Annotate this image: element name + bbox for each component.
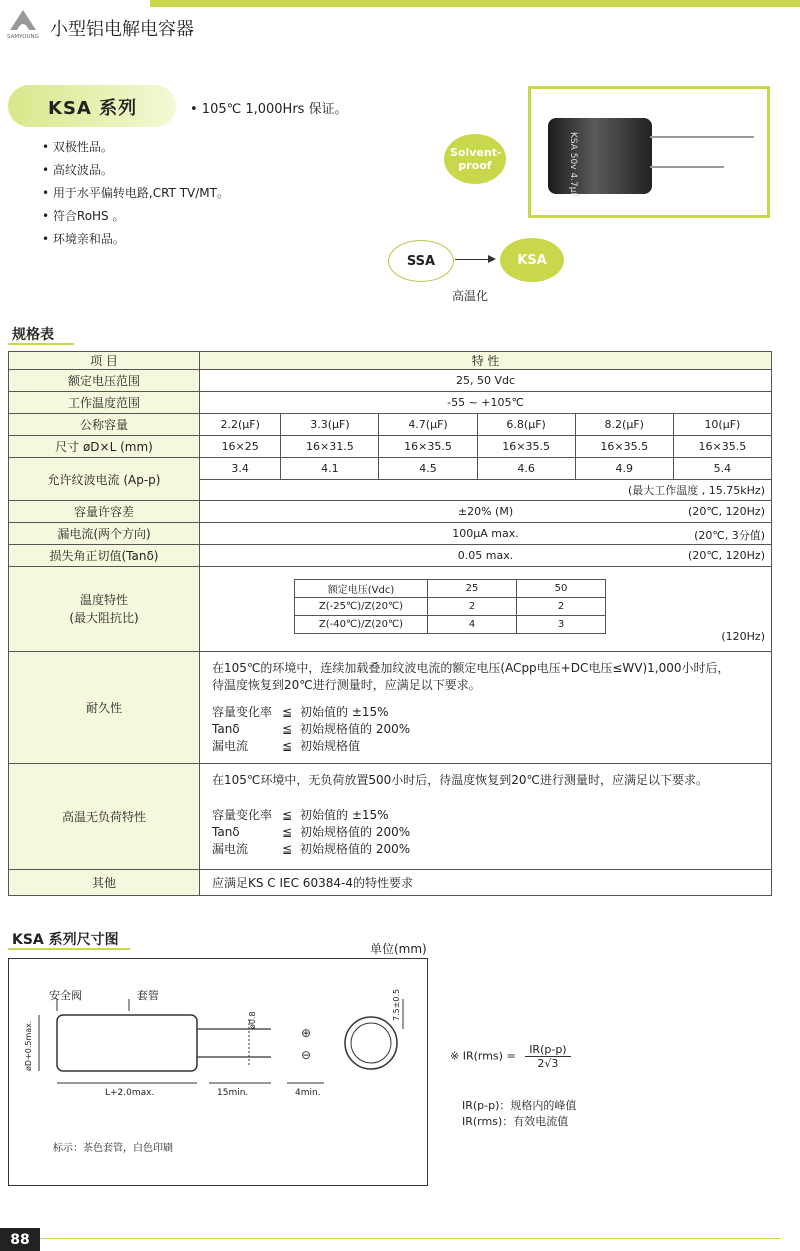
capacitor-image [548, 118, 652, 194]
feature-item: • 高纹波品。 [42, 163, 113, 177]
category-title: 小型铝电解电容器 [50, 19, 194, 40]
endurance-text: 在105℃的环境中，连续加载叠加纹波电流的额定电压(ACpp电压+DC电压≤WV)1,000小时后， [212, 661, 730, 675]
dimension-title-underline [8, 948, 130, 950]
lead-end-label: 4min. [295, 1088, 321, 1098]
voltage-value: 25, 50 Vdc [200, 370, 772, 392]
top-accent-bar [150, 0, 800, 7]
feature-item: • 用于水平偏转电路,CRT TV/MT。 [42, 186, 229, 200]
criteria-label: 漏电流 [212, 842, 249, 856]
formula-note: IR(p-p)：规格内的峰值 [462, 1099, 577, 1112]
criteria-label: 容量变化率 [212, 808, 273, 822]
sleeve-label: 套管 [137, 989, 159, 1002]
tan-cell [200, 545, 772, 567]
cap-value: 10(μF) [673, 414, 771, 436]
tempchar-value: 4 [428, 616, 517, 634]
criteria-label: Tanδ [212, 722, 240, 736]
minus-icon: ⊖ [301, 1048, 312, 1062]
ripple-value: 5.4 [673, 458, 771, 480]
plus-icon: ⊕ [301, 1026, 312, 1040]
dimension-title: KSA 系列尺寸图 [12, 932, 119, 948]
tempchar-head: 25 [428, 580, 517, 598]
endurance-cell [200, 652, 772, 764]
leak-cell [200, 523, 772, 545]
capacitor-lead [650, 166, 724, 168]
footer-line [40, 1238, 780, 1239]
upgrade-to-badge: KSA [500, 238, 564, 282]
voltage-label: 额定电压范围 [9, 370, 200, 392]
endurance-label: 耐久性 [9, 652, 200, 764]
feature-item: • 符合RoHS 。 [42, 209, 125, 223]
series-pill [8, 85, 176, 127]
ripple-value: 4.5 [379, 458, 477, 480]
lead-dia-label: ø0.8 [248, 1011, 257, 1029]
tol-label: 容量许容差 [9, 501, 200, 523]
marking-note: 标示：茶色套管，白色印刷 [53, 1143, 173, 1154]
tempchar-label-main: 温度特性 [79, 593, 128, 607]
shelf-cell [200, 764, 772, 870]
criteria-label: 容量变化率 [212, 705, 273, 719]
arrowhead-icon [488, 255, 496, 263]
capacitor-lead [650, 136, 754, 138]
tol-cond: (20℃, 120Hz) [688, 504, 765, 518]
tempchar-head: 额定电压(Vdc) [295, 580, 428, 598]
cap-value: 4.7(μF) [379, 414, 477, 436]
criteria-value: 初始规格值的 200% [300, 825, 411, 839]
criteria-value: 初始规格值的 200% [300, 842, 411, 856]
cap-value: 2.2(μF) [200, 414, 281, 436]
criteria-op: ≦ [282, 722, 293, 736]
other-value: 应满足KS C IEC 60384-4的特性要求 [200, 870, 772, 896]
samyoung-logo-icon [4, 8, 42, 40]
tempchar-cond: Z(-25℃)/Z(20℃) [295, 598, 428, 616]
lead-length-label: 15min. [217, 1088, 249, 1098]
tempchar-value: 2 [517, 598, 606, 616]
tempchar-value: 2 [428, 598, 517, 616]
tempchar-head: 50 [517, 580, 606, 598]
formula-note: IR(rms)：有效电流值 [462, 1115, 569, 1128]
ripple-value: 4.6 [477, 458, 575, 480]
ripple-note: (最大工作温度 , 15.75kHz) [200, 480, 772, 501]
spec-title: 规格表 [12, 327, 54, 343]
ripple-value: 4.9 [575, 458, 673, 480]
temp-label: 工作温度范围 [9, 392, 200, 414]
shelf-label: 高温无负荷特性 [9, 764, 200, 870]
pitch-label: 7.5±0.5 [392, 988, 401, 1021]
solvent-proof-badge: Solvent-proof [444, 134, 506, 184]
shelf-criteria [212, 807, 759, 858]
leak-cond: (20℃, 3分值) [694, 528, 765, 542]
other-label: 其他 [9, 870, 200, 896]
criteria-op: ≦ [282, 739, 293, 753]
size-value: 16×31.5 [281, 436, 379, 458]
tempchar-label [9, 567, 200, 652]
tan-value: 0.05 max. [457, 548, 514, 562]
tempchar-table [294, 579, 606, 634]
tol-value: ±20% (M) [457, 504, 514, 518]
page-number: 88 [0, 1228, 40, 1251]
ripple-label: 允许纹波电流 (Ap-p) [9, 458, 200, 501]
series-name: KSA 系列 [48, 98, 138, 119]
head-item: 项 目 [9, 352, 200, 370]
head-char: 特 性 [200, 352, 772, 370]
criteria-value: 初始值的 ±15% [300, 808, 389, 822]
criteria-value: 初始值的 ±15% [300, 705, 389, 719]
dimension-drawing-frame [8, 958, 428, 1186]
formula-numerator: IR(p-p) [525, 1043, 570, 1057]
tempchar-cond: Z(-40℃)/Z(20℃) [295, 616, 428, 634]
size-value: 16×25 [200, 436, 281, 458]
tempchar-cell [200, 567, 772, 652]
length-label: L+2.0max. [105, 1088, 155, 1098]
endurance-text: 待温度恢复到20℃进行测量时，应满足以下要求。 [212, 678, 481, 692]
formula [450, 1043, 571, 1070]
criteria-op: ≦ [282, 825, 293, 839]
upgrade-from-badge: SSA [388, 240, 454, 282]
ripple-value: 4.1 [281, 458, 379, 480]
upgrade-label: 高温化 [452, 289, 489, 303]
dimension-drawing [9, 959, 427, 1185]
tan-cond: (20℃, 120Hz) [688, 548, 765, 562]
tempchar-freq: (120Hz) [721, 630, 765, 643]
diameter-label: øD+0.5max. [24, 1020, 33, 1071]
spec-table [8, 351, 772, 896]
formula-lhs: ※ IR(rms) = [450, 1049, 516, 1063]
leak-value: 100μA max. [452, 526, 519, 540]
unit-label: 单位(mm) [370, 942, 427, 956]
criteria-value: 初始规格值 [300, 739, 361, 753]
cap-label: 公称容量 [9, 414, 200, 436]
formula-denominator: 2√3 [537, 1057, 559, 1070]
feature-item: • 双极性品。 [42, 140, 113, 154]
size-value: 16×35.5 [477, 436, 575, 458]
cap-value: 8.2(μF) [575, 414, 673, 436]
tan-label: 损失角正切值(Tanδ) [9, 545, 200, 567]
cap-value: 6.8(μF) [477, 414, 575, 436]
feature-list [42, 138, 229, 253]
feature-item: • 环境亲和品。 [42, 232, 125, 246]
tol-cell [200, 501, 772, 523]
size-value: 16×35.5 [673, 436, 771, 458]
formula-fraction [525, 1043, 570, 1070]
endurance-criteria [212, 704, 759, 755]
tempchar-label-sub: (最大阻抗比) [69, 611, 139, 625]
capacitor-marking: KSA 50v 4.7μF [568, 132, 578, 198]
size-value: 16×35.5 [575, 436, 673, 458]
size-label: 尺寸 øD×L (mm) [9, 436, 200, 458]
leak-label: 漏电流(两个方向) [9, 523, 200, 545]
criteria-op: ≦ [282, 808, 293, 822]
cap-value: 3.3(μF) [281, 414, 379, 436]
criteria-op: ≦ [282, 842, 293, 856]
shelf-text: 在105℃环境中，无负荷放置500小时后，待温度恢复到20℃进行测量时，应满足以下要求。 [212, 773, 709, 787]
criteria-label: 漏电流 [212, 739, 249, 753]
criteria-value: 初始规格值的 200% [300, 722, 411, 736]
ripple-value: 3.4 [200, 458, 281, 480]
svg-text:SAMYOUNG: SAMYOUNG [7, 34, 39, 40]
vent-label: 安全阀 [49, 989, 82, 1002]
temp-value: -55 ~ +105℃ [200, 392, 772, 414]
criteria-op: ≦ [282, 705, 293, 719]
size-value: 16×35.5 [379, 436, 477, 458]
criteria-label: Tanδ [212, 825, 240, 839]
series-headline: • 105℃ 1,000Hrs 保证。 [190, 102, 348, 117]
tempchar-value: 3 [517, 616, 606, 634]
spec-title-underline [8, 343, 74, 345]
